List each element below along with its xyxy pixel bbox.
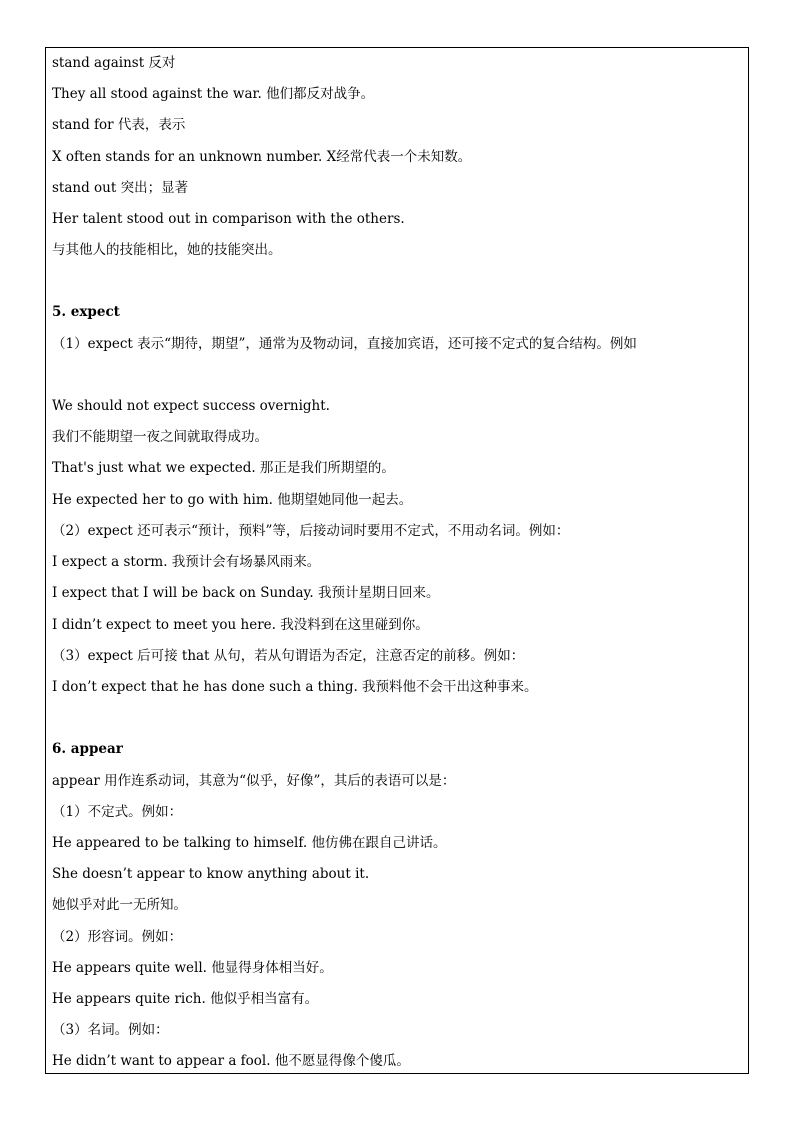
section-heading: 6. appear (52, 741, 123, 757)
text-line: She doesn’t appear to know anything about it. (52, 866, 370, 882)
text-line: 我们不能期望一夜之间就取得成功。 (52, 429, 268, 445)
text-line: （3）名词。例如： (52, 1022, 169, 1038)
text-line: stand out 突出；显著 (52, 180, 189, 196)
text-line: I expect that I will be back on Sunday. 我预计星期日回来。 (52, 585, 440, 601)
text-line: （2）expect 还可表示“预计，预料”等，后接动词时要用不定式，不用动名词。例如： (52, 523, 570, 539)
text-line: I expect a storm. 我预计会有场暴风雨来。 (52, 554, 321, 570)
text-line: He expected her to go with him. 他期望她同他一起去。 (52, 492, 413, 508)
text-line: I didn’t expect to meet you here. 我没料到在这里碰到你。 (52, 617, 429, 633)
text-line: appear 用作连系动词，其意为“似乎，好像”，其后的表语可以是： (52, 773, 456, 789)
text-line: We should not expect success overnight. (52, 398, 330, 414)
text-line: （3）expect 后可接 that 从句，若从句谓语为否定，注意否定的前移。例如： (52, 648, 525, 664)
text-line: 她似乎对此一无所知。 (52, 897, 187, 913)
text-line: （1）不定式。例如： (52, 804, 183, 820)
section-heading: 5. expect (52, 304, 120, 320)
text-line: That's just what we expected. 那正是我们所期望的。 (52, 460, 395, 476)
text-line: Her talent stood out in comparison with the others. (52, 211, 405, 227)
text-line: He didn’t want to appear a fool. 他不愿显得像个傻瓜。 (52, 1053, 410, 1069)
text-line: He appears quite rich. 他似乎相当富有。 (52, 991, 319, 1007)
text-line: 与其他人的技能相比，她的技能突出。 (52, 242, 282, 258)
text-line: I don’t expect that he has done such a thing. 我预料他不会干出这种事来。 (52, 679, 538, 695)
text-line: stand for 代表，表示 (52, 117, 186, 133)
text-line: stand against 反对 (52, 55, 176, 71)
text-line: He appeared to be talking to himself. 他仿佛在跟自己讲话。 (52, 835, 447, 851)
text-line: （1）expect 表示“期待，期望”，通常为及物动词，直接加宾语，还可接不定式的复合结构。例如 (52, 336, 637, 352)
text-line: （2）形容词。例如： (52, 929, 183, 945)
text-line: He appears quite well. 他显得身体相当好。 (52, 960, 333, 976)
text-line: X often stands for an unknown number. X经常代表一个未知数。 (52, 149, 472, 165)
text-line: They all stood against the war. 他们都反对战争。 (52, 86, 375, 102)
